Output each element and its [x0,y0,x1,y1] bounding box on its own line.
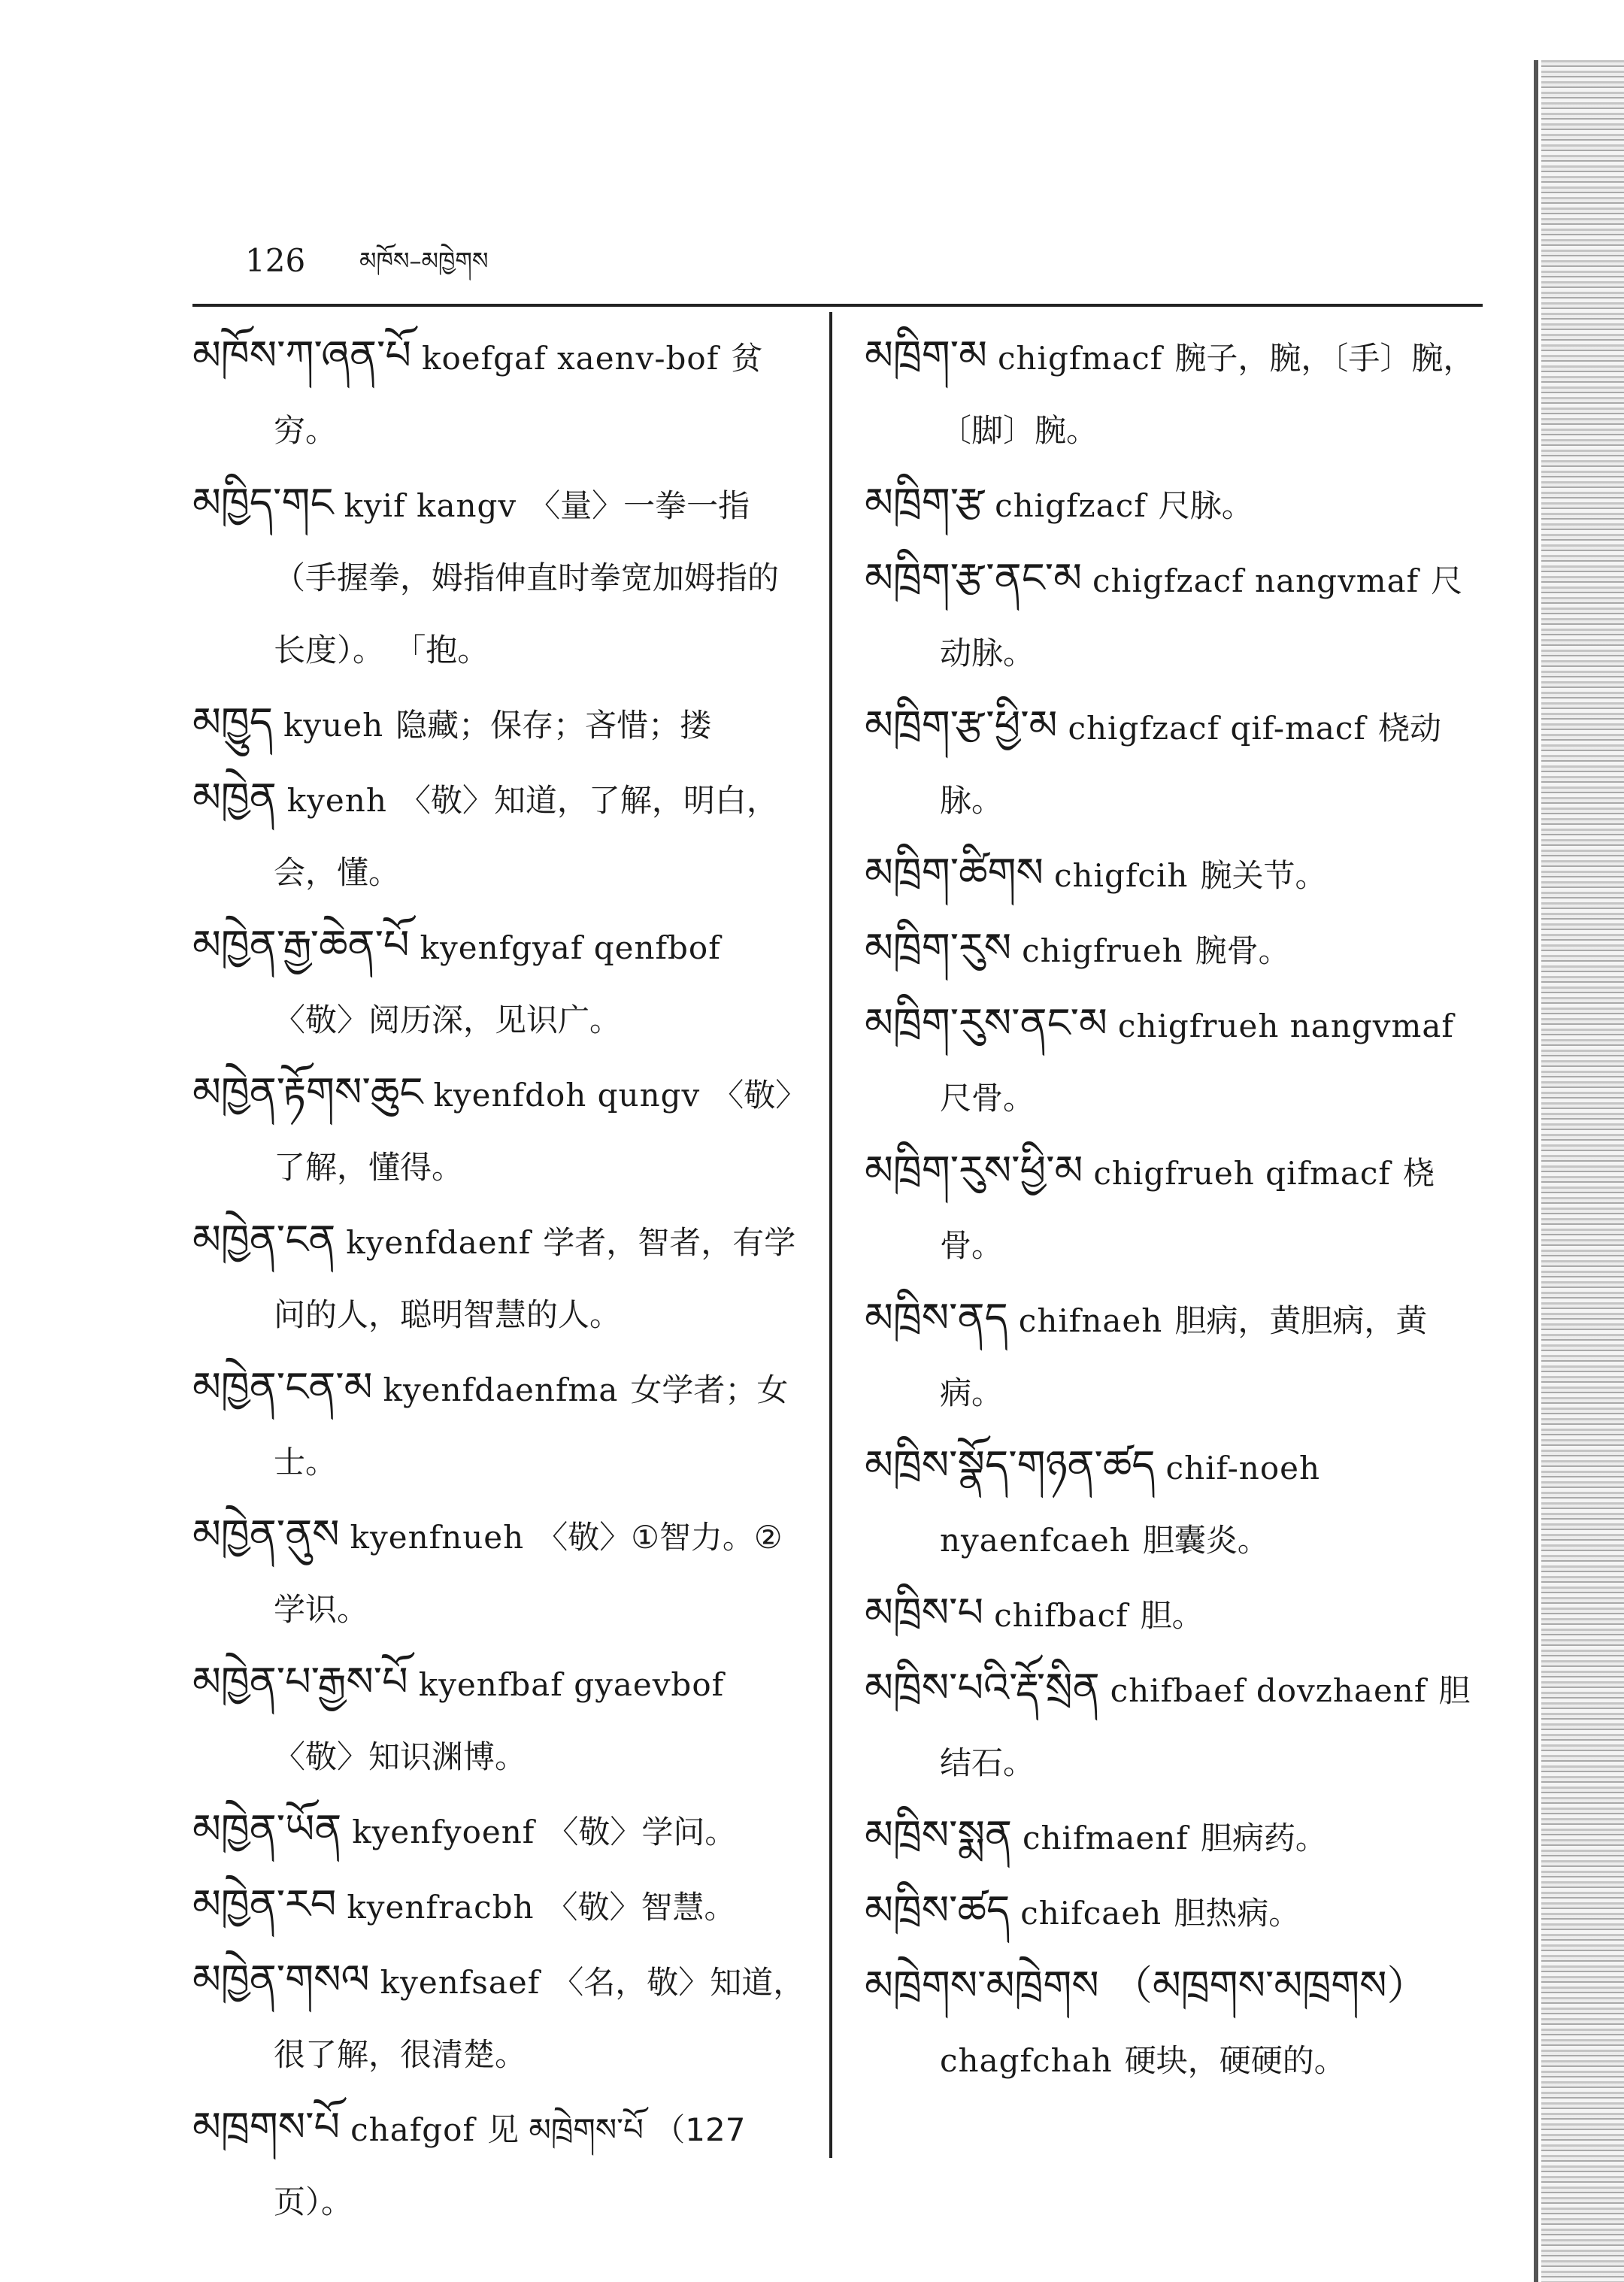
entry-romanization: kyenfdaenfma [383,1371,619,1408]
dictionary-entry [865,1429,1481,1577]
dictionary-entry [865,1799,1481,1874]
entry-headword: མཁྲིག་རྩ [865,479,985,526]
entry-romanization: chigfrueh nangvmaf [1117,1008,1454,1044]
entry-romanization: chifnaeh [1018,1302,1163,1339]
dictionary-entry [865,542,1481,689]
entry-headword: མཁྲིག་རུས་ཕྱི་མ [865,1147,1083,1194]
dictionary-entry [865,987,1481,1135]
dictionary-entry [865,320,1481,467]
entry-headword: མཁྱེན་གསལ [192,1956,370,2003]
entry-headword: མཁྲིས་ནད [865,1294,1008,1341]
entry-romanization: chifbacf [994,1597,1129,1634]
entry-headword: མཁྱེན་ངན [192,1216,336,1263]
entry-definition: 〈敬〉①智力。②学识。 [274,1519,783,1628]
entry-headword: མཁྲིག་མ [865,332,987,379]
dictionary-entry [865,467,1481,542]
entry-definition: 隐藏；保存；吝惜；搂 [395,707,712,744]
dictionary-entry [865,837,1481,912]
entry-definition: 尺动脉。 [940,562,1463,671]
left-column [192,320,809,2238]
entry-headword: མཁྲགས་པོ [192,2103,341,2150]
dictionary-entry [192,1499,809,1646]
entry-definition: 学者，智者，有学问的人，聪明智慧的人。 [274,1224,796,1333]
dictionary-entry [192,1944,809,2091]
header-rule [192,304,1483,307]
column-divider [829,312,832,2158]
entry-definition: 胆结石。 [940,1672,1471,1781]
dictionary-entry [865,1577,1481,1652]
entry-definition: 胆。 [1140,1597,1204,1634]
entry-romanization: kyenh [286,782,387,819]
dictionary-entry [192,1793,809,1868]
entry-definition: 胆病药。 [1200,1820,1327,1856]
dictionary-entry [192,686,809,762]
entry-headword: མཁྲིག་རྩ་ནང་མ [865,554,1083,602]
entry-headword: མཁྲིས་པ [865,1589,984,1636]
entry-headword: མཁྱིད་གང [192,479,334,526]
entry-romanization: chigfcih [1053,857,1189,894]
dictionary-entry [192,1868,809,1944]
entry-definition: 贫穷。 [274,340,763,449]
dictionary-entry [865,1950,1481,2097]
entry-romanization: kyenfdaenf [346,1224,532,1261]
entry-definition: 硬块，硬硬的。 [1124,2042,1346,2079]
dictionary-entry [865,1135,1481,1282]
entry-definition: 见 མཁྲེགས་པོ （127页）。 [274,2111,746,2220]
entry-romanization: kyenfbaf gyaevbof [418,1666,725,1703]
dictionary-entry [192,467,809,686]
entry-definition: 胆囊炎。 [1142,1522,1269,1559]
dictionary-entry [192,762,809,909]
entry-headword: མཁྲིས་སྨན [865,1811,1012,1859]
entry-romanization: kyenfracbh [347,1889,535,1926]
entry-definition: 〈量〉一拳一指（手握拳，姆指伸直时拳宽加姆指的长度）。 「抱。 [274,487,780,668]
entry-headword: མཁྱེན་རབ [192,1880,337,1928]
book-spine-edge [1534,60,1538,2282]
entry-romanization: kyueh [283,707,384,744]
entry-headword: མཁྱེན་རྟོགས་ཆུང [192,1068,423,1116]
entry-headword: མཁྱེན་ངན་མ [192,1363,373,1411]
right-column [865,320,1481,2097]
entry-romanization: chigfmacf [997,340,1163,377]
entry-headword: མཁྱེན་པ་རྒྱས་པོ [192,1658,408,1705]
dictionary-entry [865,689,1481,837]
dictionary-entry [192,1204,809,1351]
entry-definition: 腕子，腕，〔手〕腕，〔脚〕腕。 [940,340,1475,449]
entry-romanization: chifmaenf [1022,1820,1189,1856]
entry-romanization: kyenfgyaf qenfbof [420,929,721,966]
entry-definition: 桡骨。 [940,1155,1435,1264]
entry-definition: 腕关节。 [1200,857,1327,894]
dictionary-entry [192,320,809,467]
entry-definition: 尺骨。 [940,1080,1035,1117]
entry-romanization: koefgaf xaenv-bof [422,340,720,377]
entry-romanization: chifcaeh [1020,1895,1162,1932]
entry-definition: 〈敬〉智慧。 [546,1889,736,1926]
entry-romanization: kyenfyoenf [352,1814,535,1850]
running-head: མཁོས–མཁྱེགས [359,247,489,275]
entry-definition: 女学者；女士。 [274,1371,789,1480]
entry-definition: 〈敬〉知道，了解，明白，会，懂。 [274,782,778,891]
entry-definition: 〈敬〉阅历深，见识广。 [274,1002,622,1038]
entry-definition: 尺脉。 [1158,487,1253,524]
entry-romanization: kyenfsaef [380,1964,541,2001]
book-spine-shadow [1541,60,1624,2282]
entry-definition: 腕骨。 [1195,932,1290,969]
entry-romanization: kyenfdoh qungv [433,1077,701,1114]
entry-romanization: chigfzacf qif-macf [1068,710,1366,747]
dictionary-entry [192,909,809,1056]
dictionary-entry [192,1646,809,1793]
entry-definition: 〈敬〉知识渊博。 [274,1738,527,1775]
entry-romanization: chifbaef dovzhaenf [1110,1672,1427,1709]
entry-definition: 〈敬〉学问。 [547,1814,737,1850]
entry-romanization: chigfrueh qifmacf [1093,1155,1391,1192]
dictionary-entry [192,2091,809,2238]
entry-headword: མཁྲིས་ཚད [865,1887,1010,1934]
page-number: 126 [245,242,306,279]
dictionary-entry [865,1652,1481,1799]
dictionary-entry [192,1351,809,1499]
entry-romanization: chigfrueh [1022,932,1183,969]
entry-romanization: kyenfnueh [350,1519,525,1556]
dictionary-entry [192,1056,809,1204]
entry-headword: མཁྱེན [192,774,277,821]
entry-headword: མཁྱེན་རྒྱ་ཆེན་པོ [192,921,410,968]
entry-romanization: kyif kangv [344,487,517,524]
entry-definition: 〈名，敬〉知道，很了解，很清楚。 [274,1964,805,2073]
entry-headword: མཁོས་ཀ་ཞན་པོ [192,332,412,379]
entry-headword: མཁྲིག་རུས [865,924,1012,971]
entry-headword: མཁྱུད [192,699,273,746]
entry-romanization: chagfchah [940,2042,1113,2079]
entry-romanization: chigfzacf nangvmaf [1092,562,1419,599]
entry-romanization: chigfzacf [995,487,1147,524]
entry-romanization: chif-noeh nyaenfcaeh [940,1450,1321,1559]
entry-headword: མཁྲིག་རྩ་ཕྱི་མ [865,702,1058,749]
dictionary-entry [865,1874,1481,1950]
entry-headword: མཁྲིས་པའི་རྡོ་སྲིན [865,1664,1100,1711]
entry-headword: མཁྲིས་སྣོད་གཉན་ཚད [865,1441,1156,1489]
entry-headword: མཁྱེན་ཡོན [192,1805,342,1853]
entry-headword: མཁྲིག་ཚིགས [865,849,1044,896]
entry-definition: 胆热病。 [1174,1895,1301,1932]
entry-headword: མཁྲིག་རུས་ནང་མ [865,999,1107,1047]
dictionary-entry [865,1282,1481,1429]
entry-definition: 〈敬〉了解，懂得。 [274,1077,807,1186]
entry-headword: མཁྲེགས་མཁྲེགས （མཁྲགས་མཁྲགས） [865,1962,1428,2009]
dictionary-entry [865,912,1481,987]
entry-definition: 胆病，黄胆病，黄病。 [940,1302,1428,1411]
entry-definition: 桡动脉。 [940,710,1441,819]
entry-romanization: chafgof [350,2111,476,2148]
entry-headword: མཁྱེན་ནུས [192,1511,340,1558]
